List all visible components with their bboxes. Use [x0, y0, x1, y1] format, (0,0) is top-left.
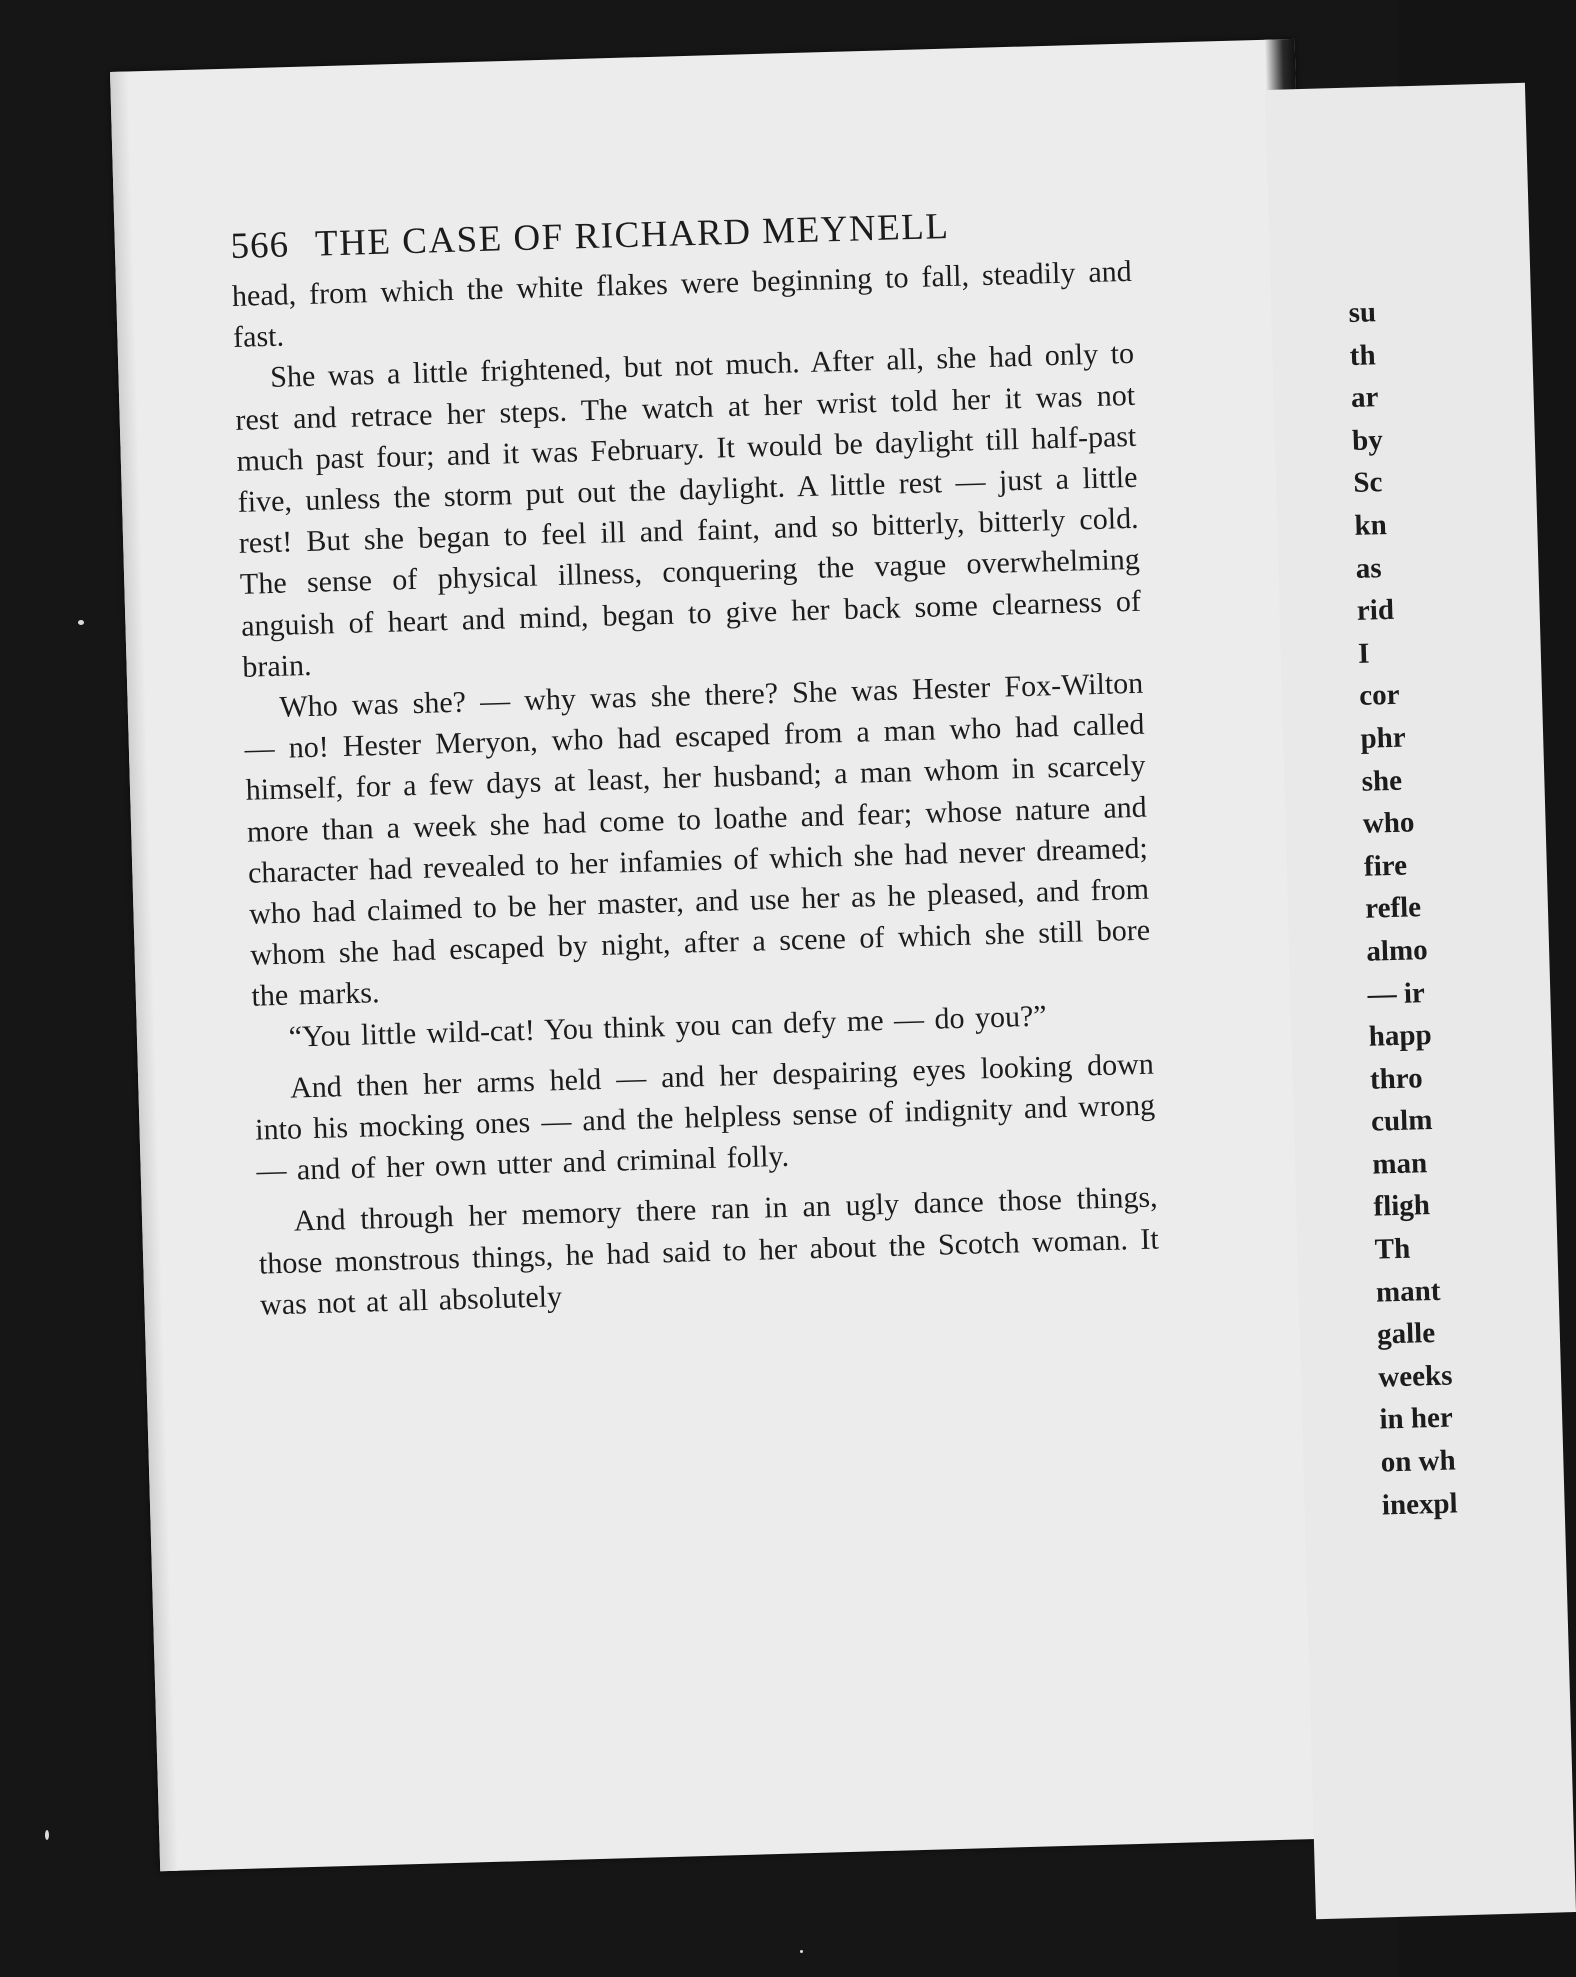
paragraph: And then her arms held — and her despairing eyes looking down into his mocking ones — and the helpless sense of indignity and wrong — and of her own utter and criminal folly. [254, 1047, 1156, 1188]
paragraph: head, from which the white flakes were beginning to fall, steadily and fast. [231, 254, 1133, 355]
paragraph: And through her memory there ran in an ugly dance those things, those monstrous things, he had said to her about the Scotch woman. It was not at all absolutely [258, 1180, 1160, 1322]
facing-line: mant [1375, 1274, 1441, 1309]
facing-line: culm [1370, 1104, 1433, 1138]
facing-line: almo [1365, 933, 1429, 968]
facing-line: — ir [1367, 976, 1426, 1011]
facing-line: phr [1360, 721, 1407, 755]
facing-line: Th [1374, 1232, 1411, 1266]
body-text [231, 251, 1160, 1326]
page-content [230, 200, 1160, 1326]
facing-line: galle [1376, 1317, 1436, 1351]
facing-line: fire [1363, 849, 1408, 883]
facing-line: fligh [1373, 1189, 1431, 1224]
paragraph: Who was she? — why was she there? She was Hester Fox-Wilton — no! Hester Meryon, who had escaped from a man who had called himself, for a few days at least, her husband; a man whom in scarcely more than a week she had come to loathe and fear; whose nature and character had revealed to her infamies of which she had never dreamed; who had claimed to be her master, and use her as he pleased, and from whom she had escaped by night, after a scene of which she still bore the marks. [244, 666, 1151, 1014]
facing-line: who [1362, 806, 1415, 840]
dust-speck [78, 620, 84, 625]
facing-line: kn [1354, 508, 1388, 542]
facing-line: thro [1369, 1061, 1424, 1096]
facing-line: happ [1368, 1019, 1433, 1053]
facing-line: ar [1350, 381, 1379, 415]
facing-line: in her [1379, 1401, 1454, 1436]
facing-line: inexpl [1381, 1487, 1459, 1522]
facing-line: she [1361, 764, 1403, 798]
facing-line: on wh [1380, 1444, 1457, 1479]
facing-line: cor [1358, 679, 1400, 713]
facing-line: weeks [1377, 1359, 1453, 1394]
paragraph: She was a little frightened, but not much. After all, she had only to rest and retrace her steps. The watch at her wrist told her it was not much past four; and it was February. It would be daylight till half-past five, unless the storm put out the daylight. A little rest — just a little rest! But she began to feel ill and faint, and so bitterly, bitterly cold. The sense of physical illness, conquering the vague overwhelming anguish of heart and mind, began to give her back some clearness of brain. [234, 337, 1142, 684]
facing-line: by [1351, 423, 1384, 457]
facing-line: th [1349, 338, 1377, 372]
facing-line: su [1348, 296, 1377, 329]
facing-line: refle [1364, 891, 1422, 926]
facing-line: Sc [1352, 466, 1383, 500]
book-title: THE CASE OF RICHARD MEYNELL [314, 205, 950, 265]
paragraph: “You little wild-cat! You think you can defy me — do you?” [288, 999, 1048, 1054]
facing-line: man [1371, 1147, 1428, 1181]
facing-line: I [1357, 637, 1370, 670]
facing-line: as [1355, 551, 1382, 585]
page-number: 566 [230, 224, 290, 267]
facing-line: rid [1356, 594, 1395, 628]
dust-speck [800, 1950, 803, 1953]
dust-speck [45, 1830, 49, 1840]
